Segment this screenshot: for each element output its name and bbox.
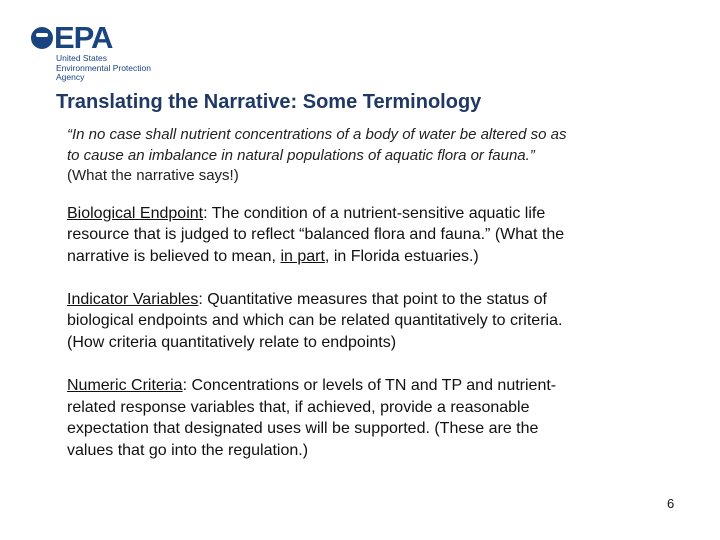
- term: Numeric Criteria: [67, 377, 183, 395]
- narrative-quote: [67, 125, 577, 187]
- epa-logo-mark: [31, 20, 113, 55]
- definition-biological-endpoint: [67, 203, 582, 268]
- page-number: 6: [667, 496, 675, 511]
- logo-subtitle-line: Environmental Protection: [56, 62, 151, 73]
- emphasis-text: in part: [280, 247, 325, 265]
- term: Biological Endpoint: [67, 204, 204, 222]
- epa-seal-icon: [31, 27, 53, 49]
- slide-title: Translating the Narrative: Some Terminology: [56, 91, 482, 113]
- epa-logo: [31, 20, 171, 82]
- definition-text: : The condition of a nutrient-sensitive aquatic life resource that is judged to reflect “balanced flora and fauna.” (What the narrative is believed to mean,: [67, 204, 565, 265]
- definition-numeric-criteria: [67, 375, 582, 461]
- quote-note: (What the narrative says!): [67, 167, 239, 184]
- definition-text: , in Florida estuaries.): [324, 247, 479, 265]
- term: Indicator Variables: [67, 290, 199, 308]
- slide-body: [67, 125, 582, 483]
- definition-text: : Quantitative measures that point to the status of biological endpoints and which can be related quantitatively to criteria. (How criteria quantitatively relate to endpoints): [67, 290, 563, 352]
- quote-text: “In no case shall nutrient concentrations of a body of water be altered so as to cause an imbalance in natural populations of aquatic flora or fauna.”: [67, 126, 567, 164]
- logo-text: EPA: [54, 20, 113, 55]
- definition-text: : Concentrations or levels of TN and TP and nutrient-related response variables that, if achieved, provide a reasonable expectation that designated uses will be supported. (These are the values that go into the regulation.): [67, 377, 557, 460]
- logo-subtitle-line: United States: [56, 53, 108, 63]
- definition-indicator-variables: [67, 289, 582, 354]
- logo-subtitle: [56, 54, 151, 83]
- logo-subtitle-line: Agency: [56, 72, 85, 82]
